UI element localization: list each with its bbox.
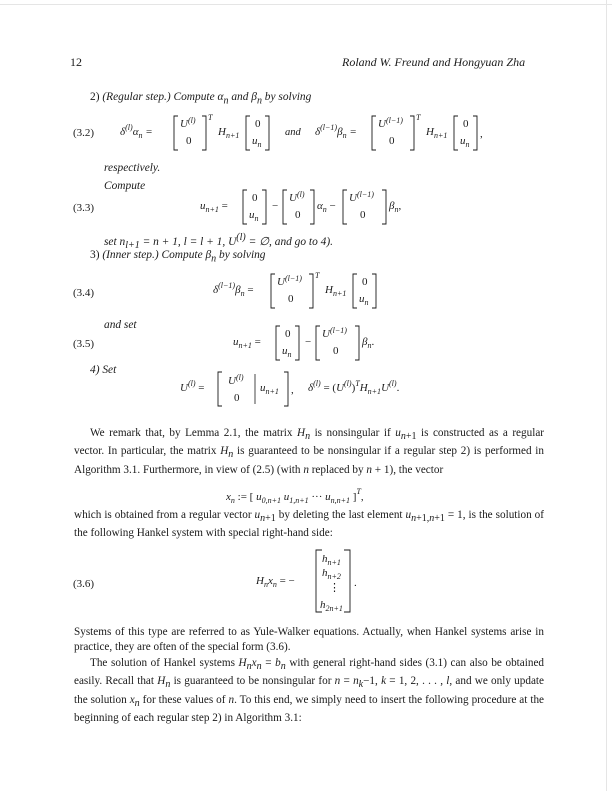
svg-text:U(l): $U^{(l)}$ <box>180 116 196 130</box>
paragraph-remark: We remark that, by Lemma 2.1, the matrix $H_n$ is nonsingular if $u_{n+1}$ is constructed as a regular vector. In particular, the matrix $H_n$ is guaranteed to be nonsingular if a regular step 2) is performed in Algorithm 3.1. Furthermore, in view of (2.5) (with n replaced by n + 1), the vector <box>74 427 545 476</box>
eq-number-3-4: (3.4) <box>73 287 95 299</box>
scan-top-line <box>0 4 612 5</box>
step3-intro-text <box>0 4 16 5</box>
scan-right-edge <box>606 0 607 791</box>
svg-text:,: , <box>291 384 294 396</box>
svg-text:δ(l)αn =: $\delta^{(l)}\alpha_n$ = <box>120 123 153 140</box>
svg-text:hn+1: $h_{n+1}$ <box>322 553 341 567</box>
step3-heading: 3) (Inner step.) Compute $\beta_n$ by solving <box>90 249 266 265</box>
svg-text:U(l) =: $U^{(l)}$ = <box>180 379 205 394</box>
svg-text:Hn+1: $H_{n+1}$ <box>218 126 240 140</box>
svg-text:.: . <box>354 577 357 589</box>
equation-3-5 <box>233 322 433 366</box>
svg-text:0: 0 <box>362 276 368 288</box>
svg-text:−: − <box>305 336 312 348</box>
svg-text:h2n+1: $h_{2n+1}$ <box>320 599 343 613</box>
svg-text:αn −: $\alpha_n$ − <box>317 200 336 214</box>
svg-text:U(l−1): $U^{(l-1)}$ <box>378 116 403 130</box>
respectively-text: respectively. <box>104 162 161 174</box>
svg-text:un: $u_n$ <box>282 345 292 359</box>
svg-text:−: − <box>272 200 279 212</box>
equation-3-4 <box>213 268 413 312</box>
svg-text:δ(l−1)βn =: $\delta^{(l-1)}\beta_n$ = <box>213 281 254 298</box>
eq-number-3-2: (3.2) <box>73 127 95 139</box>
svg-text:un: $u_n$ <box>359 293 369 307</box>
step2-heading: 2) (Regular step.) Compute $\alpha_n$ and $\beta_n$ by solving <box>90 91 312 107</box>
svg-text:Hn+1: $H_{n+1}$ <box>426 126 448 140</box>
eq-number-3-6: (3.6) <box>73 578 95 590</box>
paragraph-general-rhs: The solution of Hankel systems $H_nx_n = b_n$ with general right-hand sides (3.1) can also be obtained easily. Recall that $H_n$ is guaranteed to be nonsingular for $n = n_k-1$, k = 1, 2, . . . , l, and we only update the solution $x_n$ for these values of n. To this end, we simply need to insert the following procedure at the beginning of each regular step 2) in Algorithm 3.1: <box>74 657 545 725</box>
svg-text:0: 0 <box>389 135 395 147</box>
svg-text:hn+2: $h_{n+2}$ <box>322 567 341 581</box>
step2-intro-text <box>0 0 21 1</box>
svg-text:un: $u_n$ <box>249 209 259 223</box>
svg-text:⋮: ⋮ <box>329 582 340 594</box>
equation-3-3 <box>200 186 520 230</box>
svg-text:un+1 =: $u_{n+1}$ = <box>200 200 228 214</box>
svg-text:T: T <box>416 113 421 122</box>
svg-text:U(l): $U^{(l)}$ <box>228 373 244 387</box>
para3a-text <box>0 10 60 11</box>
svg-text:un+1: $u_{n+1}$ <box>260 382 279 396</box>
equation-xn <box>226 484 426 508</box>
svg-text:U(l): $U^{(l)}$ <box>289 190 305 204</box>
svg-text:0: 0 <box>186 135 192 147</box>
step4-heading: 4) Set <box>90 364 117 376</box>
eq-number-3-5: (3.5) <box>73 338 95 350</box>
svg-text:0: 0 <box>463 118 469 130</box>
eq-number-3-3: (3.3) <box>73 202 95 214</box>
svg-text:0: 0 <box>288 293 294 305</box>
para2-text <box>0 8 69 9</box>
svg-text:δ(l−1)βn =: $\delta^{(l-1)}\beta_n$ = <box>315 123 357 140</box>
svg-text:,: , <box>480 128 483 140</box>
svg-text:0: 0 <box>234 392 240 404</box>
svg-text:0: 0 <box>333 345 339 357</box>
svg-text:0: 0 <box>252 192 258 204</box>
equation-3-2 <box>120 110 560 158</box>
svg-text:δ(l) = (U(l))THn+1U(l).: $\delta^{(l)} = (U^{(l)})^TH_{n+1}U^{(l)}$. <box>308 379 400 396</box>
svg-text:T: T <box>208 113 213 122</box>
set-clause-text <box>0 2 22 3</box>
svg-text:un+1 =: $u_{n+1}$ = <box>233 336 261 350</box>
svg-text:Hnxn = −: $H_nx_n$ = − <box>256 575 295 589</box>
compute-text: Compute <box>104 180 146 192</box>
equation-3-6 <box>256 548 396 614</box>
svg-text:0: 0 <box>295 209 301 221</box>
svg-text:T: T <box>315 271 320 280</box>
svg-text:un: $u_n$ <box>460 135 470 149</box>
running-head: Roland W. Freund and Hongyuan Zha <box>342 55 526 69</box>
equation-step4 <box>180 368 480 410</box>
set-clause: set $n_{l+1} = n + 1$, l = l + 1, $U^{(l)}$ = ∅, and go to 4). <box>104 232 333 252</box>
svg-text:0: 0 <box>360 209 366 221</box>
svg-text:0: 0 <box>285 328 291 340</box>
svg-text:U(l−1): $U^{(l-1)}$ <box>349 190 374 204</box>
svg-text:U(l−1): $U^{(l-1)}$ <box>322 326 347 340</box>
svg-text:0: 0 <box>255 118 261 130</box>
page-number: 12 <box>70 55 82 69</box>
svg-text:and: and <box>285 127 301 138</box>
svg-text:βn.: $\beta_n$. <box>362 336 375 350</box>
para1-text <box>0 6 115 7</box>
svg-text:un: $u_n$ <box>252 135 262 149</box>
and-set-text: and set <box>104 319 137 331</box>
paragraph-hankel: which is obtained from a regular vector $u_{n+1}$ by deleting the last element $u_{n+1,n+1} = 1$, is the solution of the following Hankel system with special right-hand side: <box>74 509 544 540</box>
svg-text:U(l−1): $U^{(l-1)}$ <box>277 274 302 288</box>
svg-text:Hn+1: $H_{n+1}$ <box>325 284 347 298</box>
paragraph-yule-walker: Systems of this type are referred to as Yule-Walker equations. Actually, when Hankel systems arise in practice, they are often of the special form (3.6). <box>74 626 544 654</box>
svg-text:xn := [ u0,n+1 u1,n+1 ··· u: $x_n$ := [ $u_{0,n+1}$ $u_{1,n+1}$ ··· $u_{n,n+1}$ ]$^T$, <box>226 487 364 505</box>
svg-text:βn,: $\beta_n$, <box>389 200 402 214</box>
para3b-text <box>0 12 147 13</box>
